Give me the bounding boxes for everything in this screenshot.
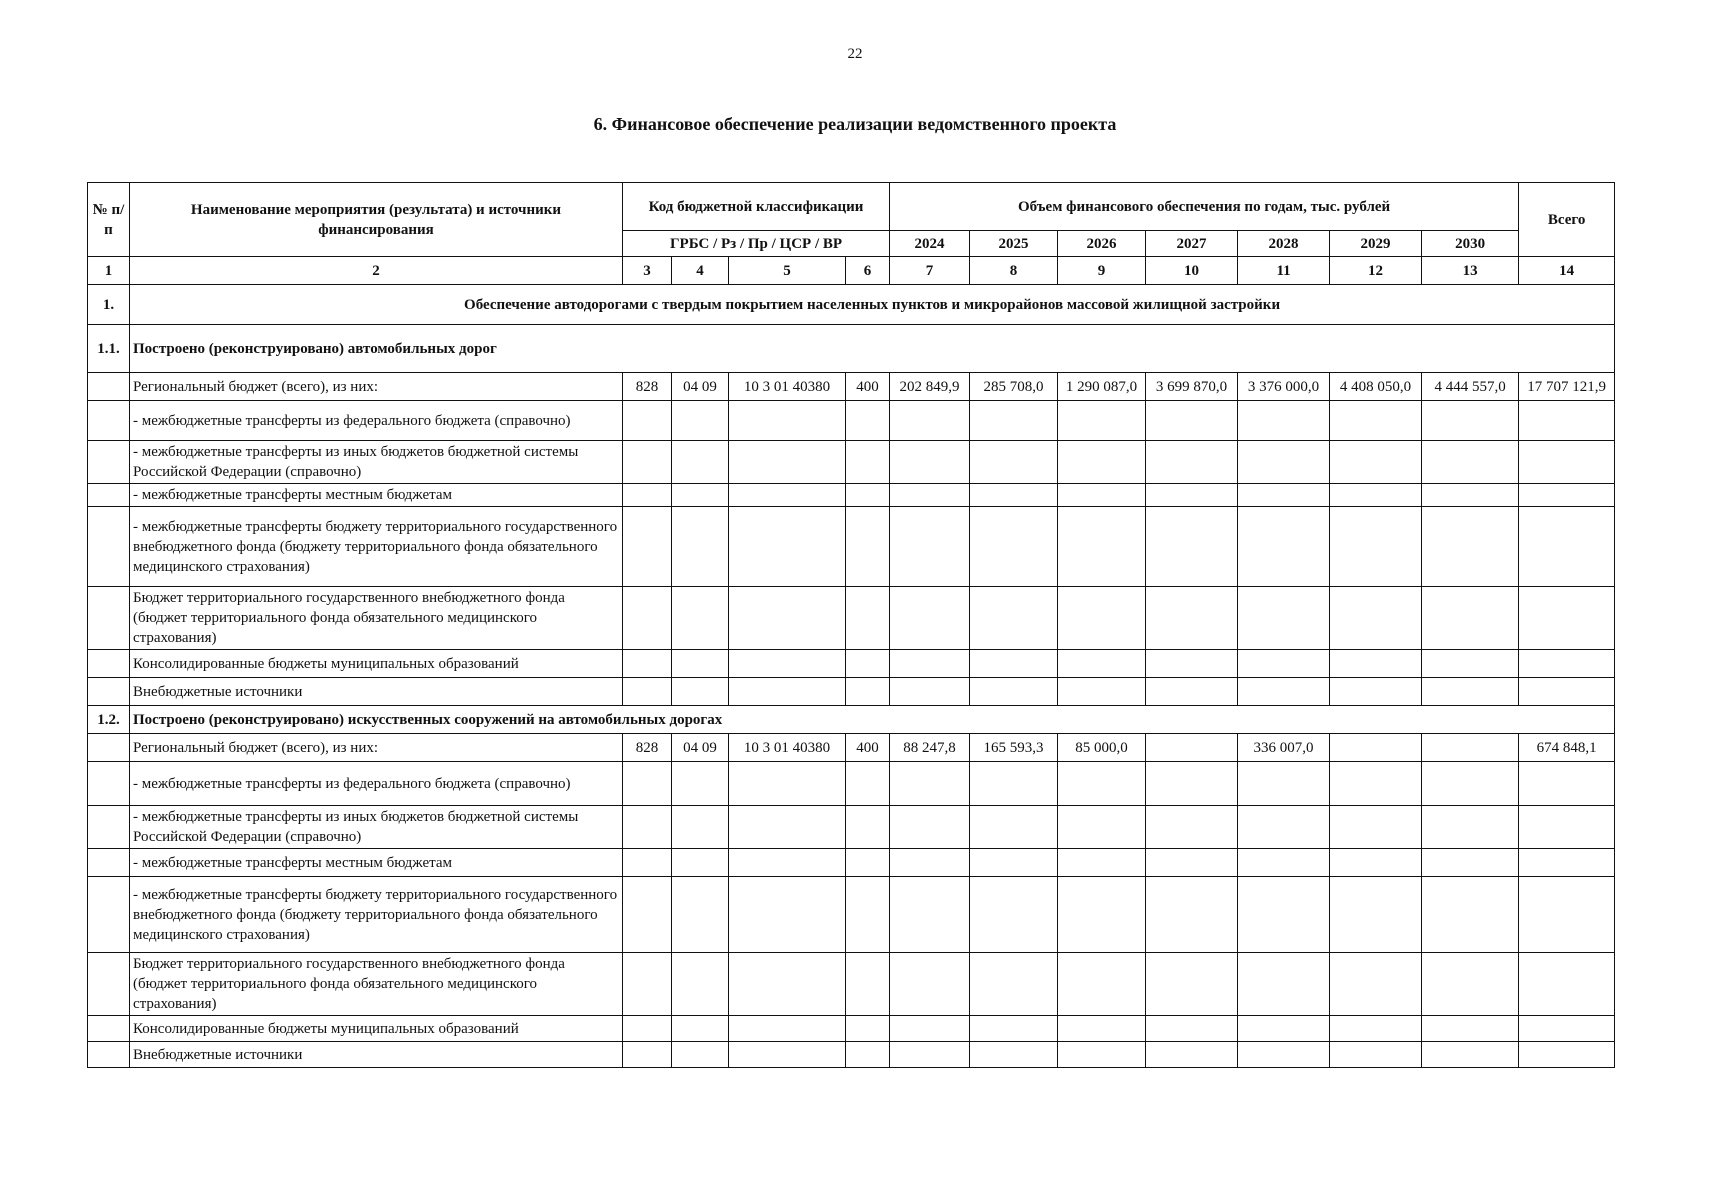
rz-pr-code <box>672 507 729 587</box>
vr-code <box>846 650 890 678</box>
funding-source-name: Бюджет территориального государственного внебюджетного фонда (бюджет территориального фонда обязательного медицинского страхования) <box>130 587 623 650</box>
table-row <box>88 507 1615 587</box>
document-title: 6. Финансовое обеспечение реализации ведомственного проекта <box>593 114 1117 134</box>
year-value-2028 <box>1238 1042 1330 1068</box>
csr-code: 10 3 01 40380 <box>729 734 846 762</box>
year-value-2029: 4 408 050,0 <box>1330 373 1422 401</box>
vr-code <box>846 401 890 441</box>
rz-pr-code <box>672 953 729 1016</box>
year-value-2030 <box>1422 762 1519 806</box>
year-value-2029 <box>1330 650 1422 678</box>
rz-pr-code <box>672 678 729 706</box>
row-number <box>88 507 130 587</box>
csr-code <box>729 849 846 877</box>
grbs-code <box>623 587 672 650</box>
grbs-code <box>623 806 672 849</box>
year-value-2027 <box>1146 1016 1238 1042</box>
total-value <box>1519 401 1615 441</box>
year-value-2024 <box>890 849 970 877</box>
column-number: 3 <box>623 257 672 285</box>
vr-code <box>846 587 890 650</box>
year-value-2030 <box>1422 877 1519 953</box>
header-year-2030: 2030 <box>1422 231 1519 257</box>
total-value: 17 707 121,9 <box>1519 373 1615 401</box>
year-value-2024 <box>890 484 970 507</box>
year-value-2029 <box>1330 877 1422 953</box>
csr-code: 10 3 01 40380 <box>729 373 846 401</box>
year-value-2030 <box>1422 849 1519 877</box>
year-value-2026 <box>1058 484 1146 507</box>
year-value-2025 <box>970 1042 1058 1068</box>
year-value-2028 <box>1238 762 1330 806</box>
year-value-2025: 165 593,3 <box>970 734 1058 762</box>
vr-code <box>846 1016 890 1042</box>
year-value-2028: 336 007,0 <box>1238 734 1330 762</box>
year-value-2028 <box>1238 1016 1330 1042</box>
table-row <box>88 678 1615 706</box>
vr-code <box>846 806 890 849</box>
year-value-2026 <box>1058 650 1146 678</box>
year-value-2026 <box>1058 401 1146 441</box>
rz-pr-code <box>672 849 729 877</box>
year-value-2028: 3 376 000,0 <box>1238 373 1330 401</box>
section-title: Обеспечение автодорогами с твердым покрытием населенных пунктов и микрорайонов массовой жилищной застройки <box>130 285 1615 325</box>
subsection-title: Построено (реконструировано) искусственных сооружений на автомобильных дорогах <box>130 706 1615 734</box>
year-value-2028 <box>1238 806 1330 849</box>
year-value-2029 <box>1330 953 1422 1016</box>
year-value-2026 <box>1058 953 1146 1016</box>
subsection-title: Построено (реконструировано) автомобильных дорог <box>130 325 1615 373</box>
column-number: 7 <box>890 257 970 285</box>
funding-source-name: - межбюджетные трансферты из иных бюджетов бюджетной системы Российской Федерации (справочно) <box>130 441 623 484</box>
csr-code <box>729 762 846 806</box>
column-number: 10 <box>1146 257 1238 285</box>
table-row <box>88 734 1615 762</box>
year-value-2030 <box>1422 650 1519 678</box>
year-value-2027 <box>1146 953 1238 1016</box>
grbs-code <box>623 849 672 877</box>
year-value-2029 <box>1330 1016 1422 1042</box>
year-value-2027 <box>1146 484 1238 507</box>
year-value-2026 <box>1058 806 1146 849</box>
year-value-2028 <box>1238 678 1330 706</box>
grbs-code <box>623 401 672 441</box>
funding-source-name: Внебюджетные источники <box>130 1042 623 1068</box>
funding-source-name: - межбюджетные трансферты из федерального бюджета (справочно) <box>130 762 623 806</box>
financing-table <box>87 182 1615 1068</box>
year-value-2024 <box>890 587 970 650</box>
year-value-2025 <box>970 401 1058 441</box>
year-value-2027 <box>1146 762 1238 806</box>
year-value-2030 <box>1422 1042 1519 1068</box>
row-number <box>88 587 130 650</box>
header-year-2026: 2026 <box>1058 231 1146 257</box>
total-value <box>1519 507 1615 587</box>
year-value-2025 <box>970 650 1058 678</box>
rz-pr-code <box>672 441 729 484</box>
year-value-2025 <box>970 953 1058 1016</box>
total-value <box>1519 806 1615 849</box>
year-value-2027 <box>1146 734 1238 762</box>
rz-pr-code <box>672 1016 729 1042</box>
year-value-2028 <box>1238 877 1330 953</box>
header-year-2024: 2024 <box>890 231 970 257</box>
year-value-2030 <box>1422 587 1519 650</box>
year-value-2026: 85 000,0 <box>1058 734 1146 762</box>
table-body <box>88 285 1615 1068</box>
funding-source-name: Бюджет территориального государственного внебюджетного фонда (бюджет территориального фонда обязательного медицинского страхования) <box>130 953 623 1016</box>
column-number: 4 <box>672 257 729 285</box>
csr-code <box>729 953 846 1016</box>
table-row <box>88 877 1615 953</box>
grbs-code <box>623 484 672 507</box>
total-value <box>1519 441 1615 484</box>
total-value <box>1519 849 1615 877</box>
year-value-2030: 4 444 557,0 <box>1422 373 1519 401</box>
year-value-2028 <box>1238 953 1330 1016</box>
year-value-2024 <box>890 877 970 953</box>
year-value-2025 <box>970 587 1058 650</box>
subsection-number: 1.1. <box>88 325 130 373</box>
year-value-2026 <box>1058 507 1146 587</box>
year-value-2030 <box>1422 507 1519 587</box>
year-value-2029 <box>1330 806 1422 849</box>
year-value-2029 <box>1330 734 1422 762</box>
year-value-2028 <box>1238 587 1330 650</box>
year-value-2027 <box>1146 877 1238 953</box>
row-number <box>88 953 130 1016</box>
vr-code <box>846 849 890 877</box>
row-number <box>88 1042 130 1068</box>
vr-code <box>846 877 890 953</box>
grbs-code: 828 <box>623 373 672 401</box>
csr-code <box>729 806 846 849</box>
year-value-2028 <box>1238 401 1330 441</box>
row-number <box>88 441 130 484</box>
csr-code <box>729 441 846 484</box>
table-header <box>88 183 1615 285</box>
row-number <box>88 373 130 401</box>
year-value-2029 <box>1330 587 1422 650</box>
rz-pr-code: 04 09 <box>672 734 729 762</box>
year-value-2025 <box>970 806 1058 849</box>
total-value <box>1519 1042 1615 1068</box>
vr-code <box>846 953 890 1016</box>
page-number: 22 <box>847 46 863 62</box>
year-value-2024: 202 849,9 <box>890 373 970 401</box>
year-value-2030 <box>1422 678 1519 706</box>
grbs-code <box>623 507 672 587</box>
year-value-2026 <box>1058 678 1146 706</box>
table-row <box>88 587 1615 650</box>
column-number: 13 <box>1422 257 1519 285</box>
vr-code <box>846 484 890 507</box>
total-value <box>1519 762 1615 806</box>
table-row <box>88 441 1615 484</box>
header-name: Наименование мероприятия (результата) и источники финансирования <box>130 183 623 257</box>
year-value-2026 <box>1058 1016 1146 1042</box>
total-value <box>1519 678 1615 706</box>
total-value <box>1519 650 1615 678</box>
column-number: 1 <box>88 257 130 285</box>
row-number <box>88 806 130 849</box>
year-value-2029 <box>1330 441 1422 484</box>
rz-pr-code <box>672 650 729 678</box>
year-value-2025 <box>970 762 1058 806</box>
csr-code <box>729 650 846 678</box>
funding-source-name: Консолидированные бюджеты муниципальных образований <box>130 1016 623 1042</box>
csr-code <box>729 507 846 587</box>
grbs-code <box>623 953 672 1016</box>
year-value-2029 <box>1330 1042 1422 1068</box>
year-value-2027 <box>1146 678 1238 706</box>
year-value-2027 <box>1146 1042 1238 1068</box>
year-value-2029 <box>1330 762 1422 806</box>
year-value-2024 <box>890 806 970 849</box>
rz-pr-code: 04 09 <box>672 373 729 401</box>
table-row <box>88 401 1615 441</box>
year-value-2028 <box>1238 441 1330 484</box>
year-value-2030 <box>1422 484 1519 507</box>
year-value-2024 <box>890 441 970 484</box>
subsection-row <box>88 706 1615 734</box>
funding-source-name: Региональный бюджет (всего), из них: <box>130 734 623 762</box>
year-value-2027 <box>1146 441 1238 484</box>
year-value-2027 <box>1146 806 1238 849</box>
column-number: 8 <box>970 257 1058 285</box>
year-value-2026 <box>1058 441 1146 484</box>
year-value-2028 <box>1238 507 1330 587</box>
table-row <box>88 1016 1615 1042</box>
rz-pr-code <box>672 877 729 953</box>
table-row <box>88 484 1615 507</box>
grbs-code <box>623 650 672 678</box>
table-row <box>88 1042 1615 1068</box>
header-no: № п/п <box>88 183 130 257</box>
year-value-2030 <box>1422 401 1519 441</box>
rz-pr-code <box>672 806 729 849</box>
year-value-2024 <box>890 678 970 706</box>
year-value-2024 <box>890 762 970 806</box>
year-value-2024: 88 247,8 <box>890 734 970 762</box>
year-value-2026 <box>1058 1042 1146 1068</box>
total-value <box>1519 953 1615 1016</box>
year-value-2029 <box>1330 849 1422 877</box>
row-number <box>88 484 130 507</box>
csr-code <box>729 401 846 441</box>
row-number <box>88 1016 130 1042</box>
header-year-2029: 2029 <box>1330 231 1422 257</box>
column-number: 6 <box>846 257 890 285</box>
header-year-2025: 2025 <box>970 231 1058 257</box>
funding-source-name: Региональный бюджет (всего), из них: <box>130 373 623 401</box>
year-value-2027 <box>1146 849 1238 877</box>
funding-source-name: - межбюджетные трансферты местным бюджетам <box>130 484 623 507</box>
grbs-code <box>623 1042 672 1068</box>
row-number <box>88 650 130 678</box>
year-value-2028 <box>1238 650 1330 678</box>
year-value-2028 <box>1238 484 1330 507</box>
year-value-2026 <box>1058 849 1146 877</box>
year-value-2030 <box>1422 441 1519 484</box>
vr-code <box>846 1042 890 1068</box>
year-value-2025 <box>970 678 1058 706</box>
csr-code <box>729 1016 846 1042</box>
year-value-2029 <box>1330 678 1422 706</box>
column-number: 2 <box>130 257 623 285</box>
year-value-2024 <box>890 953 970 1016</box>
funding-source-name: - межбюджетные трансферты местным бюджетам <box>130 849 623 877</box>
year-value-2027 <box>1146 507 1238 587</box>
rz-pr-code <box>672 401 729 441</box>
row-number <box>88 734 130 762</box>
total-value <box>1519 877 1615 953</box>
vr-code <box>846 762 890 806</box>
year-value-2025 <box>970 441 1058 484</box>
csr-code <box>729 678 846 706</box>
funding-source-name: Консолидированные бюджеты муниципальных образований <box>130 650 623 678</box>
header-kbk: Код бюджетной классификации <box>623 183 890 231</box>
year-value-2024 <box>890 1042 970 1068</box>
year-value-2025 <box>970 484 1058 507</box>
rz-pr-code <box>672 762 729 806</box>
table-row <box>88 849 1615 877</box>
vr-code <box>846 678 890 706</box>
year-value-2024 <box>890 1016 970 1042</box>
header-year-2027: 2027 <box>1146 231 1238 257</box>
year-value-2029 <box>1330 401 1422 441</box>
header-kbk-sub: ГРБС / Рз / Пр / ЦСР / ВР <box>623 231 890 257</box>
year-value-2025: 285 708,0 <box>970 373 1058 401</box>
table-row <box>88 762 1615 806</box>
grbs-code <box>623 678 672 706</box>
year-value-2025 <box>970 1016 1058 1042</box>
vr-code: 400 <box>846 734 890 762</box>
column-number: 11 <box>1238 257 1330 285</box>
year-value-2026: 1 290 087,0 <box>1058 373 1146 401</box>
row-number <box>88 401 130 441</box>
column-number: 5 <box>729 257 846 285</box>
year-value-2025 <box>970 849 1058 877</box>
year-value-2024 <box>890 650 970 678</box>
funding-source-name: - межбюджетные трансферты из федерального бюджета (справочно) <box>130 401 623 441</box>
header-volume: Объем финансового обеспечения по годам, тыс. рублей <box>890 183 1519 231</box>
funding-source-name: - межбюджетные трансферты бюджету территориального государственного внебюджетного фонда (бюджету территориального фонда обязательного медицинского страхования) <box>130 507 623 587</box>
year-value-2025 <box>970 507 1058 587</box>
column-number: 9 <box>1058 257 1146 285</box>
year-value-2027 <box>1146 587 1238 650</box>
rz-pr-code <box>672 1042 729 1068</box>
year-value-2030 <box>1422 734 1519 762</box>
year-value-2025 <box>970 877 1058 953</box>
row-number <box>88 678 130 706</box>
year-value-2027: 3 699 870,0 <box>1146 373 1238 401</box>
year-value-2027 <box>1146 401 1238 441</box>
vr-code: 400 <box>846 373 890 401</box>
year-value-2027 <box>1146 650 1238 678</box>
section-row <box>88 285 1615 325</box>
table-row <box>88 806 1615 849</box>
year-value-2030 <box>1422 1016 1519 1042</box>
year-value-2026 <box>1058 587 1146 650</box>
total-value: 674 848,1 <box>1519 734 1615 762</box>
year-value-2024 <box>890 401 970 441</box>
vr-code <box>846 507 890 587</box>
funding-source-name: Внебюджетные источники <box>130 678 623 706</box>
grbs-code <box>623 1016 672 1042</box>
year-value-2030 <box>1422 806 1519 849</box>
csr-code <box>729 587 846 650</box>
subsection-row <box>88 325 1615 373</box>
row-number <box>88 849 130 877</box>
year-value-2030 <box>1422 953 1519 1016</box>
csr-code <box>729 484 846 507</box>
csr-code <box>729 877 846 953</box>
table-row <box>88 953 1615 1016</box>
funding-source-name: - межбюджетные трансферты из иных бюджетов бюджетной системы Российской Федерации (справочно) <box>130 806 623 849</box>
section-number: 1. <box>88 285 130 325</box>
year-value-2024 <box>890 507 970 587</box>
column-number: 12 <box>1330 257 1422 285</box>
vr-code <box>846 441 890 484</box>
year-value-2026 <box>1058 762 1146 806</box>
header-total: Всего <box>1519 183 1615 257</box>
total-value <box>1519 587 1615 650</box>
header-year-2028: 2028 <box>1238 231 1330 257</box>
funding-source-name: - межбюджетные трансферты бюджету территориального государственного внебюджетного фонда (бюджету территориального фонда обязательного медицинского страхования) <box>130 877 623 953</box>
header-column-numbers <box>88 257 1615 285</box>
grbs-code <box>623 762 672 806</box>
year-value-2028 <box>1238 849 1330 877</box>
row-number <box>88 877 130 953</box>
total-value <box>1519 1016 1615 1042</box>
total-value <box>1519 484 1615 507</box>
row-number <box>88 762 130 806</box>
subsection-number: 1.2. <box>88 706 130 734</box>
grbs-code: 828 <box>623 734 672 762</box>
column-number: 14 <box>1519 257 1615 285</box>
table-row <box>88 650 1615 678</box>
grbs-code <box>623 877 672 953</box>
year-value-2029 <box>1330 507 1422 587</box>
rz-pr-code <box>672 587 729 650</box>
year-value-2029 <box>1330 484 1422 507</box>
grbs-code <box>623 441 672 484</box>
csr-code <box>729 1042 846 1068</box>
year-value-2026 <box>1058 877 1146 953</box>
rz-pr-code <box>672 484 729 507</box>
table-row <box>88 373 1615 401</box>
